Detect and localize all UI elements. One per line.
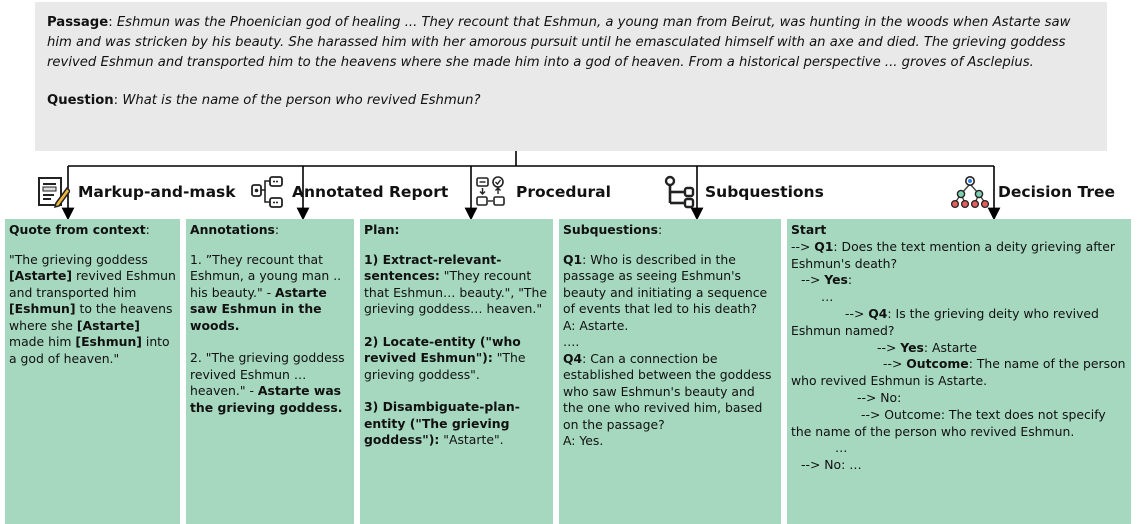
tree-line-q4: --> Q4: Is the grieving deity who revived Eshmun named?	[791, 305, 1099, 338]
plan-step-2: 2) Locate-entity ("who revived Eshmun"): "The grieving goddess".	[364, 333, 526, 382]
header-subquestions	[663, 175, 824, 209]
answer-1: A: Astarte.	[563, 317, 629, 333]
header-annotated-report	[250, 175, 448, 209]
plan-step-1: 1) Extract-relevant-sentences: "They recount that Eshmun… beauty.", "The grieving goddess… heaven."	[364, 251, 547, 316]
flowchart-document-icon	[250, 175, 284, 209]
tree-line-outcome-1: --> Outcome: The name of the person who revived Eshmun is Astarte.	[791, 356, 1126, 389]
tree-line-yes-astarte: --> Yes: Astarte	[877, 339, 977, 355]
header-label: Decision Tree	[998, 183, 1116, 201]
header-label: Subquestions	[705, 183, 824, 201]
quote-text: "The grieving goddess [Astarte] revived Eshmun and transported him [Eshmun] to the heavens where she [Astarte] made him [Eshmun] into a god of heaven."	[9, 251, 176, 366]
branch-icon	[663, 175, 697, 209]
question-text: What is the name of the person who revived Eshmun?	[122, 93, 481, 108]
column-title: Quote from context	[9, 222, 146, 237]
subquestion-4: Q4: Can a connection be established between the goddess who saw Eshmun's beauty and the one who revived him, based on the passage?	[563, 350, 772, 432]
decision-tree-icon	[950, 175, 990, 209]
column-title: Subquestions	[563, 222, 658, 237]
tree-line-outcome-2: --> Outcome: The text does not specify the name of the person who revived Eshmun.	[791, 406, 1106, 439]
answer-4: A: Yes.	[563, 433, 604, 448]
subquestion-1: Q1: Who is described in the passage as seeing Eshmun's beauty and initiating a sequence of events that led to his death?	[563, 251, 768, 316]
column-title: Plan:	[364, 222, 400, 237]
tree-line-yes: --> Yes:	[801, 272, 853, 288]
header-markup-and-mask	[36, 175, 236, 209]
subquestions-column: Subquestions: Q1: Who is described in the passage as seeing Eshmun's beauty and initiating a sequence of events that led to his death? A: Astarte. …. Q4: Can a connection be established between the goddess who saw Eshmun's beauty and the one who revived him, based on the passage? A: Yes.	[559, 219, 781, 524]
passage-label: Passage	[47, 15, 109, 30]
header-label: Annotated Report	[292, 183, 449, 201]
annotation-1: 1. ”They recount that Eshmun, a young man .. his beauty." - Astarte saw Eshmun in the woods.	[190, 251, 342, 333]
annotated-column: Annotations: 1. ”They recount that Eshmun, a young man .. his beauty." - Astarte saw Eshmun in the woods. 2. "The grieving goddess revived Eshmun … heaven." - Astarte was the grieving goddess.	[186, 219, 354, 524]
ellipsis: ….	[563, 334, 580, 349]
process-steps-icon	[474, 175, 508, 209]
annotation-2: 2. "The grieving goddess revived Eshmun … heaven." - Astarte was the grieving goddess.	[190, 350, 345, 415]
tree-line-no-end: --> No: …	[801, 457, 862, 473]
header-label: Procedural	[516, 183, 611, 201]
markup-column: Quote from context: "The grieving goddess [Astarte] revived Eshmun and transported him [Eshmun] to the heavens where she [Astarte] made him [Eshmun] into a god of heaven."	[5, 219, 180, 524]
procedural-column	[360, 219, 553, 524]
tree-line-ellipsis: …	[821, 289, 834, 305]
tree-line-ellipsis-2: …	[835, 440, 848, 456]
question-label: Question	[47, 93, 114, 108]
passage-text: Eshmun was the Phoenician god of healing ... They recount that Eshmun, a young man from Beirut, was hunting in the woods when Astarte saw him and was stricken by his beauty. She harassed him with her amorous pursuit until he emasculated himself with an axe and died. The grieving goddess revived Eshmun and transported him to the heavens where she made him into a god of heaven. From a historical perspective ... groves of Asclepius.	[47, 15, 1071, 70]
tree-line-no: --> No:	[857, 389, 902, 405]
decision-tree-column	[787, 219, 1131, 524]
column-title: Annotations	[190, 222, 275, 237]
header-decision-tree	[950, 175, 1115, 209]
tree-start: Start	[791, 222, 827, 237]
passage-paragraph: Passage: Eshmun was the Phoenician god of healing ... They recount that Eshmun, a young man from Beirut, was hunting in the woods when Astarte saw him and was stricken by his beauty. She harassed him with her amorous pursuit until he emasculated himself with an axe and died. The grieving goddess revived Eshmun and transported him to the heavens where she made him into a god of heaven. From a historical perspective ... groves of Asclepius.	[47, 15, 1071, 70]
question-paragraph: Question: What is the name of the person who revived Eshmun?	[47, 93, 481, 108]
plan-step-3: 3) Disambiguate-plan-entity ("The grieving goddess"): "Astarte".	[364, 399, 520, 447]
header-label: Markup-and-mask	[78, 183, 236, 201]
header-procedural	[474, 175, 611, 209]
tree-line-q1: --> Q1: Does the text mention a deity grieving after Eshmun's death?	[791, 238, 1115, 271]
document-pencil-icon	[36, 175, 70, 209]
